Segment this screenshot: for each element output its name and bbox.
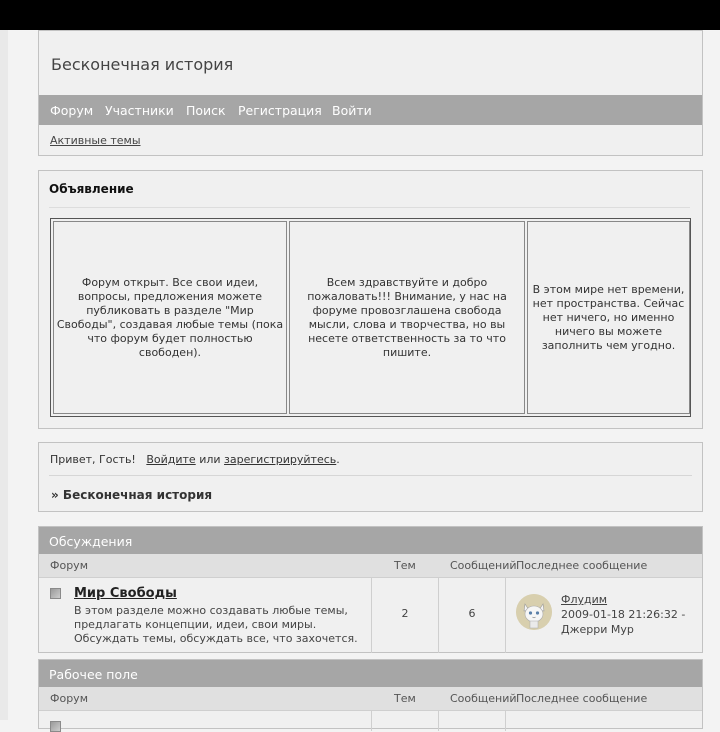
register-link[interactable]: зарегистрируйтесь (224, 453, 337, 466)
announcement-cell-1: Форум открыт. Все свои идеи, вопросы, предложения можете публиковать в разделе "Мир Свободы", создавая любые темы (пока что форум будет полностью свободен). (53, 221, 287, 414)
forum-description: В этом разделе можно создавать любые темы, предлагать концепции, идеи, свои миры. Обсуждать темы, обсуждать все, что захочется. (74, 604, 358, 645)
category-title[interactable]: Обсуждения (49, 534, 133, 549)
col-posts: Сообщений (450, 559, 517, 572)
nav-search[interactable]: Поиск (186, 103, 226, 118)
site-title: Бесконечная история (51, 55, 234, 74)
announcement-cell-2: Всем здравствуйте и добро пожаловать!!! Внимание, у нас на форуме провозглашена свобода мысли, слова и творчества, но вы несете ответственность за то что пишите. (289, 221, 525, 414)
forum-link[interactable]: Мир Свободы (74, 586, 177, 601)
divider (49, 207, 690, 208)
left-margin (0, 30, 8, 720)
column-headers (39, 554, 702, 578)
or-text: или (199, 453, 221, 466)
column-headers (39, 687, 702, 711)
divider (49, 475, 692, 476)
announcement-table (50, 218, 691, 417)
nav-forum[interactable]: Форум (50, 103, 94, 118)
forum-row (39, 578, 702, 653)
col-posts: Сообщений (450, 692, 517, 705)
nav-login[interactable]: Войти (332, 103, 372, 118)
main-nav (39, 95, 702, 125)
greeting-panel (38, 442, 703, 512)
last-topic-link[interactable]: Флудим (561, 593, 608, 606)
forum-row (39, 711, 702, 731)
login-link[interactable]: Войдите (146, 453, 196, 466)
greeting-line (50, 453, 340, 466)
divider (505, 711, 506, 731)
nav-register[interactable]: Регистрация (238, 103, 322, 118)
active-topics-link[interactable]: Активные темы (50, 134, 141, 147)
topic-count: 2 (401, 607, 409, 620)
col-last-post: Последнее сообщение (516, 559, 648, 572)
col-forum: Форум (50, 559, 88, 572)
browser-top-bar (0, 0, 720, 30)
greeting-text: Привет, Гость! (50, 453, 136, 466)
cat-avatar-icon[interactable] (516, 594, 552, 630)
divider (438, 711, 439, 731)
site-header (38, 30, 703, 156)
category-discussions (38, 526, 703, 653)
nav-members[interactable]: Участники (105, 103, 174, 118)
category-title[interactable]: Рабочее поле (49, 667, 138, 682)
category-title-bar (39, 527, 702, 554)
post-count: 6 (468, 607, 476, 620)
col-last-post: Последнее сообщение (516, 692, 648, 705)
last-post-info: 2009-01-18 21:26:32 - Джерри Мур (561, 608, 686, 636)
forum-status-icon (50, 588, 61, 599)
forum-status-icon (50, 721, 61, 732)
category-workfield (38, 659, 703, 729)
col-topics: Тем (394, 559, 416, 572)
divider (371, 711, 372, 731)
col-topics: Тем (394, 692, 416, 705)
breadcrumb[interactable]: » Бесконечная история (51, 488, 213, 502)
period-text: . (336, 453, 340, 466)
announcement-cell-3: В этом мире нет времени, нет пространства. Сейчас нет ничего, но именно ничего вы можете заполнить чем угодно. (527, 221, 690, 414)
announcement-panel (38, 170, 703, 429)
col-forum: Форум (50, 692, 88, 705)
category-title-bar (39, 660, 702, 687)
divider (505, 578, 506, 653)
announcement-title: Объявление (49, 182, 134, 196)
